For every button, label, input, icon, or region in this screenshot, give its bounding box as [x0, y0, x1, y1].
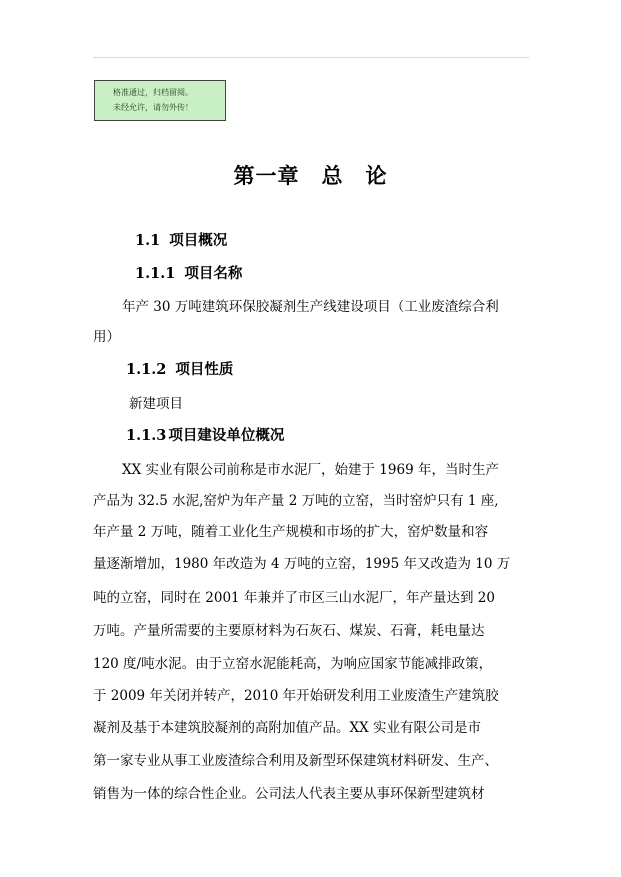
unit-paragraph-line-8: 于 2009 年关闭并转产，2010 年开始研发利用工业废渣生产建筑胶 — [93, 688, 499, 704]
section-1-1-3-number: 1.1.3 — [126, 427, 167, 444]
chapter-title-char-2: 论 — [365, 163, 388, 188]
unit-paragraph-line-6: 万吨。产量所需要的主要原材料为石灰石、煤炭、石膏，耗电量达 — [93, 623, 485, 639]
project-name-line-1: 年产 30 万吨建筑环保胶凝剂生产线建设项目（工业废渣综合利 — [122, 299, 499, 315]
approval-stamp — [94, 80, 226, 121]
section-1-1-1-heading — [135, 262, 242, 283]
unit-paragraph-line-1: XX 实业有限公司前称是市水泥厂，始建于 1969 年，当时生产 — [122, 462, 499, 478]
section-1-1-2-number: 1.1.2 — [126, 361, 167, 378]
stamp-line-1: 格准通过，归档留阅。 — [113, 88, 193, 97]
unit-paragraph-line-11: 销售为一体的综合性企业。公司法人代表主要从事环保新型建筑材 — [93, 786, 485, 802]
project-name-line-2: 用） — [93, 329, 120, 345]
unit-paragraph-line-10: 第一家专业从事工业废渣综合利用及新型环保建筑材料研发、生产、 — [93, 753, 498, 769]
section-1-1-number: 1.1 — [135, 232, 161, 249]
section-1-1-2-title: 项目性质 — [175, 361, 234, 378]
section-1-1-title: 项目概况 — [169, 232, 228, 249]
chapter-number: 第一章 — [233, 163, 300, 188]
chapter-title-char-1: 总 — [321, 163, 344, 188]
section-1-1-1-title: 项目名称 — [184, 265, 243, 282]
unit-paragraph-line-5: 吨的立窑，同时在 2001 年兼并了市区三山水泥厂，年产量达到 20 — [93, 590, 495, 606]
unit-paragraph-line-7: 120 度/吨水泥。由于立窑水泥能耗高，为响应国家节能减排政策， — [93, 656, 493, 672]
chapter-title — [0, 160, 621, 190]
unit-paragraph-line-3: 年产量 2 万吨，随着工业化生产规模和市场的扩大，窑炉数量和容 — [93, 524, 489, 540]
section-1-1-3-heading — [126, 424, 284, 445]
header-rule — [93, 57, 529, 58]
project-nature-text: 新建项目 — [129, 396, 183, 412]
section-1-1-1-number: 1.1.1 — [135, 265, 176, 282]
unit-paragraph-line-9: 凝剂及基于本建筑胶凝剂的高附加值产品。XX 实业有限公司是市 — [93, 720, 482, 736]
section-1-1-heading — [135, 229, 227, 250]
section-1-1-2-heading — [126, 358, 233, 379]
unit-paragraph-line-4: 量逐渐增加，1980 年改造为 4 万吨的立窑，1995 年又改造为 10 万 — [93, 556, 511, 572]
stamp-line-2: 未经允许，请勿外传！ — [113, 103, 193, 112]
section-1-1-3-title: 项目建设单位概况 — [168, 427, 285, 444]
unit-paragraph-line-2: 产品为 32.5 水泥,窑炉为年产量 2 万吨的立窑，当时窑炉只有 1 座, — [93, 493, 499, 509]
